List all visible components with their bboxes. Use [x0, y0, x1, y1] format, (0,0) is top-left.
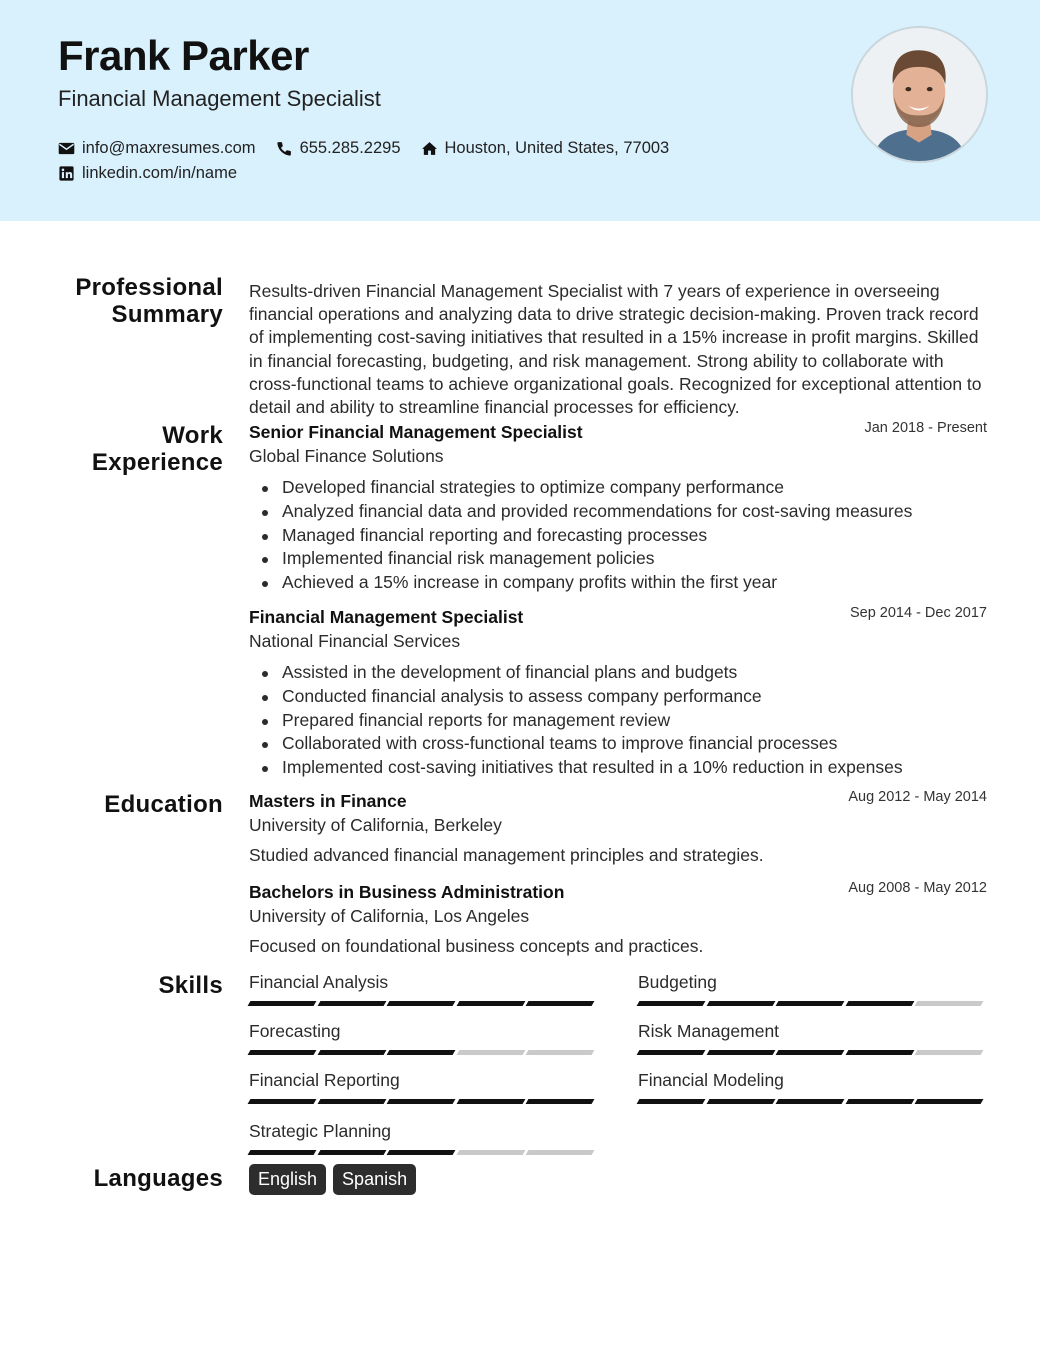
section-title-languages: Languages — [93, 1165, 223, 1192]
skill-level-segment — [915, 1099, 983, 1104]
education-description: Studied advanced financial management principles and strategies. — [249, 845, 764, 865]
skill-level-segment — [915, 1050, 983, 1055]
skill-item — [249, 1021, 597, 1055]
skill-item — [638, 1021, 986, 1055]
section-title-education: Education — [104, 791, 223, 818]
skill-item — [249, 972, 597, 1006]
home-icon — [421, 140, 438, 157]
linkedin-text: linkedin.com/in/name — [82, 164, 237, 182]
contact-row-2 — [58, 164, 257, 183]
skill-level-segment — [456, 1150, 524, 1155]
skill-name: Strategic Planning — [249, 1121, 392, 1141]
language-badge: English — [249, 1164, 326, 1195]
skill-name: Financial Reporting — [249, 1070, 400, 1090]
profile-photo — [853, 28, 986, 161]
education-date: Aug 2008 - May 2012 — [848, 880, 987, 896]
skill-level-segment — [637, 1050, 705, 1055]
job-bullets — [249, 661, 987, 780]
list-item: Implemented financial risk management policies — [249, 547, 987, 571]
list-item: Achieved a 15% increase in company profits within the first year — [249, 571, 987, 595]
list-item: Implemented cost-saving initiatives that resulted in a 10% reduction in expenses — [249, 756, 987, 780]
list-item: Developed financial strategies to optimize company performance — [249, 476, 987, 500]
skill-level-segment — [776, 1099, 844, 1104]
list-item: Analyzed financial data and provided recommendations for cost-saving measures — [249, 500, 987, 524]
skill-level-segment — [526, 1099, 594, 1104]
skill-level-segment — [317, 1001, 385, 1006]
skill-name: Budgeting — [638, 972, 717, 992]
envelope-icon — [58, 140, 75, 157]
candidate-name: Frank Parker — [58, 32, 309, 79]
skill-item — [638, 972, 986, 1006]
job-date: Jan 2018 - Present — [864, 420, 987, 436]
skill-level-segment — [248, 1099, 316, 1104]
skill-level-segment — [248, 1050, 316, 1055]
degree: Bachelors in Business Administration — [249, 882, 565, 902]
section-title-summary: Professional Summary — [75, 274, 223, 328]
skill-level-segment — [776, 1001, 844, 1006]
section-title-work: Work Experience — [91, 422, 223, 476]
languages-list — [249, 1164, 423, 1195]
skill-level-segment — [526, 1001, 594, 1006]
skill-level-segment — [317, 1099, 385, 1104]
skill-level-segment — [248, 1150, 316, 1155]
linkedin-icon — [58, 165, 75, 182]
skill-name: Risk Management — [638, 1021, 780, 1041]
skill-level-segment — [456, 1050, 524, 1055]
skill-level-segment — [456, 1001, 524, 1006]
skill-level-segment — [845, 1099, 913, 1104]
skill-name: Financial Analysis — [249, 972, 389, 992]
skill-level-segment — [706, 1099, 774, 1104]
job-date: Sep 2014 - Dec 2017 — [849, 605, 987, 621]
phone-icon — [276, 140, 293, 157]
skill-level-segment — [387, 1099, 455, 1104]
school: University of California, Berkeley — [249, 815, 502, 835]
skill-level-bar — [249, 1099, 597, 1104]
skill-level-segment — [915, 1001, 983, 1006]
list-item: Prepared financial reports for management review — [249, 709, 987, 733]
skill-level-bar — [249, 1150, 597, 1155]
email-text: info@maxresumes.com — [82, 139, 256, 157]
education-description: Focused on foundational business concepts and practices. — [249, 936, 704, 956]
work-entry — [249, 607, 987, 780]
address-text: Houston, United States, 77003 — [444, 139, 670, 157]
skill-level-segment — [706, 1001, 774, 1006]
phone-text: 655.285.2295 — [299, 139, 401, 157]
list-item: Conducted financial analysis to assess company performance — [249, 685, 987, 709]
professional-summary: Results-driven Financial Management Specialist with 7 years of experience in overseeing financial operations and analyzing data to drive strategic decision-making. Proven track record of implementing cost-saving initiatives that resulted in a 15% increase in profit margins. Skilled in financial forecasting, budgeting, and risk management. Strong ability to collaborate with cross-functional teams to achieve organizational goals. Recognized for exceptional attention to detail and ability to streamline financial processes for efficiency. — [249, 281, 982, 418]
degree: Masters in Finance — [249, 791, 407, 811]
skill-level-segment — [317, 1150, 385, 1155]
language-badge: Spanish — [333, 1164, 416, 1195]
skill-level-segment — [387, 1150, 455, 1155]
contact-address — [421, 139, 670, 158]
contact-row — [58, 139, 689, 158]
education-entry — [249, 882, 987, 957]
skill-name: Financial Modeling — [638, 1070, 784, 1090]
skill-level-segment — [637, 1001, 705, 1006]
resume-header — [0, 0, 1040, 221]
skill-name: Forecasting — [249, 1021, 341, 1041]
skill-level-segment — [317, 1050, 385, 1055]
job-title: Senior Financial Management Specialist — [249, 422, 583, 442]
job-company: National Financial Services — [249, 631, 461, 651]
skill-level-bar — [249, 1050, 597, 1055]
education-entry — [249, 791, 987, 866]
skill-item — [249, 1070, 597, 1104]
skill-level-segment — [387, 1050, 455, 1055]
skill-level-bar — [638, 1050, 986, 1055]
skill-level-bar — [638, 1099, 986, 1104]
job-company: Global Finance Solutions — [249, 446, 444, 466]
job-bullets — [249, 476, 987, 595]
avatar — [851, 26, 988, 163]
skill-level-segment — [526, 1050, 594, 1055]
skill-level-segment — [248, 1001, 316, 1006]
skill-item — [249, 1121, 597, 1155]
skill-level-segment — [845, 1050, 913, 1055]
list-item: Collaborated with cross-functional teams to improve financial processes — [249, 732, 987, 756]
contact-linkedin[interactable] — [58, 164, 237, 183]
candidate-title: Financial Management Specialist — [58, 86, 381, 111]
school: University of California, Los Angeles — [249, 906, 530, 926]
skill-level-segment — [845, 1001, 913, 1006]
skill-level-segment — [776, 1050, 844, 1055]
list-item: Assisted in the development of financial plans and budgets — [249, 661, 987, 685]
skill-level-segment — [387, 1001, 455, 1006]
skill-level-segment — [637, 1099, 705, 1104]
contact-phone[interactable] — [276, 139, 401, 158]
job-title: Financial Management Specialist — [249, 607, 524, 627]
education-date: Aug 2012 - May 2014 — [848, 789, 987, 805]
section-title-skills: Skills — [158, 972, 223, 999]
skill-level-segment — [706, 1050, 774, 1055]
skill-level-segment — [526, 1150, 594, 1155]
skill-level-segment — [456, 1099, 524, 1104]
work-entry — [249, 422, 987, 595]
skill-level-bar — [249, 1001, 597, 1006]
skill-level-bar — [638, 1001, 986, 1006]
contact-email[interactable] — [58, 139, 256, 158]
skill-item — [638, 1070, 986, 1104]
list-item: Managed financial reporting and forecasting processes — [249, 524, 987, 548]
